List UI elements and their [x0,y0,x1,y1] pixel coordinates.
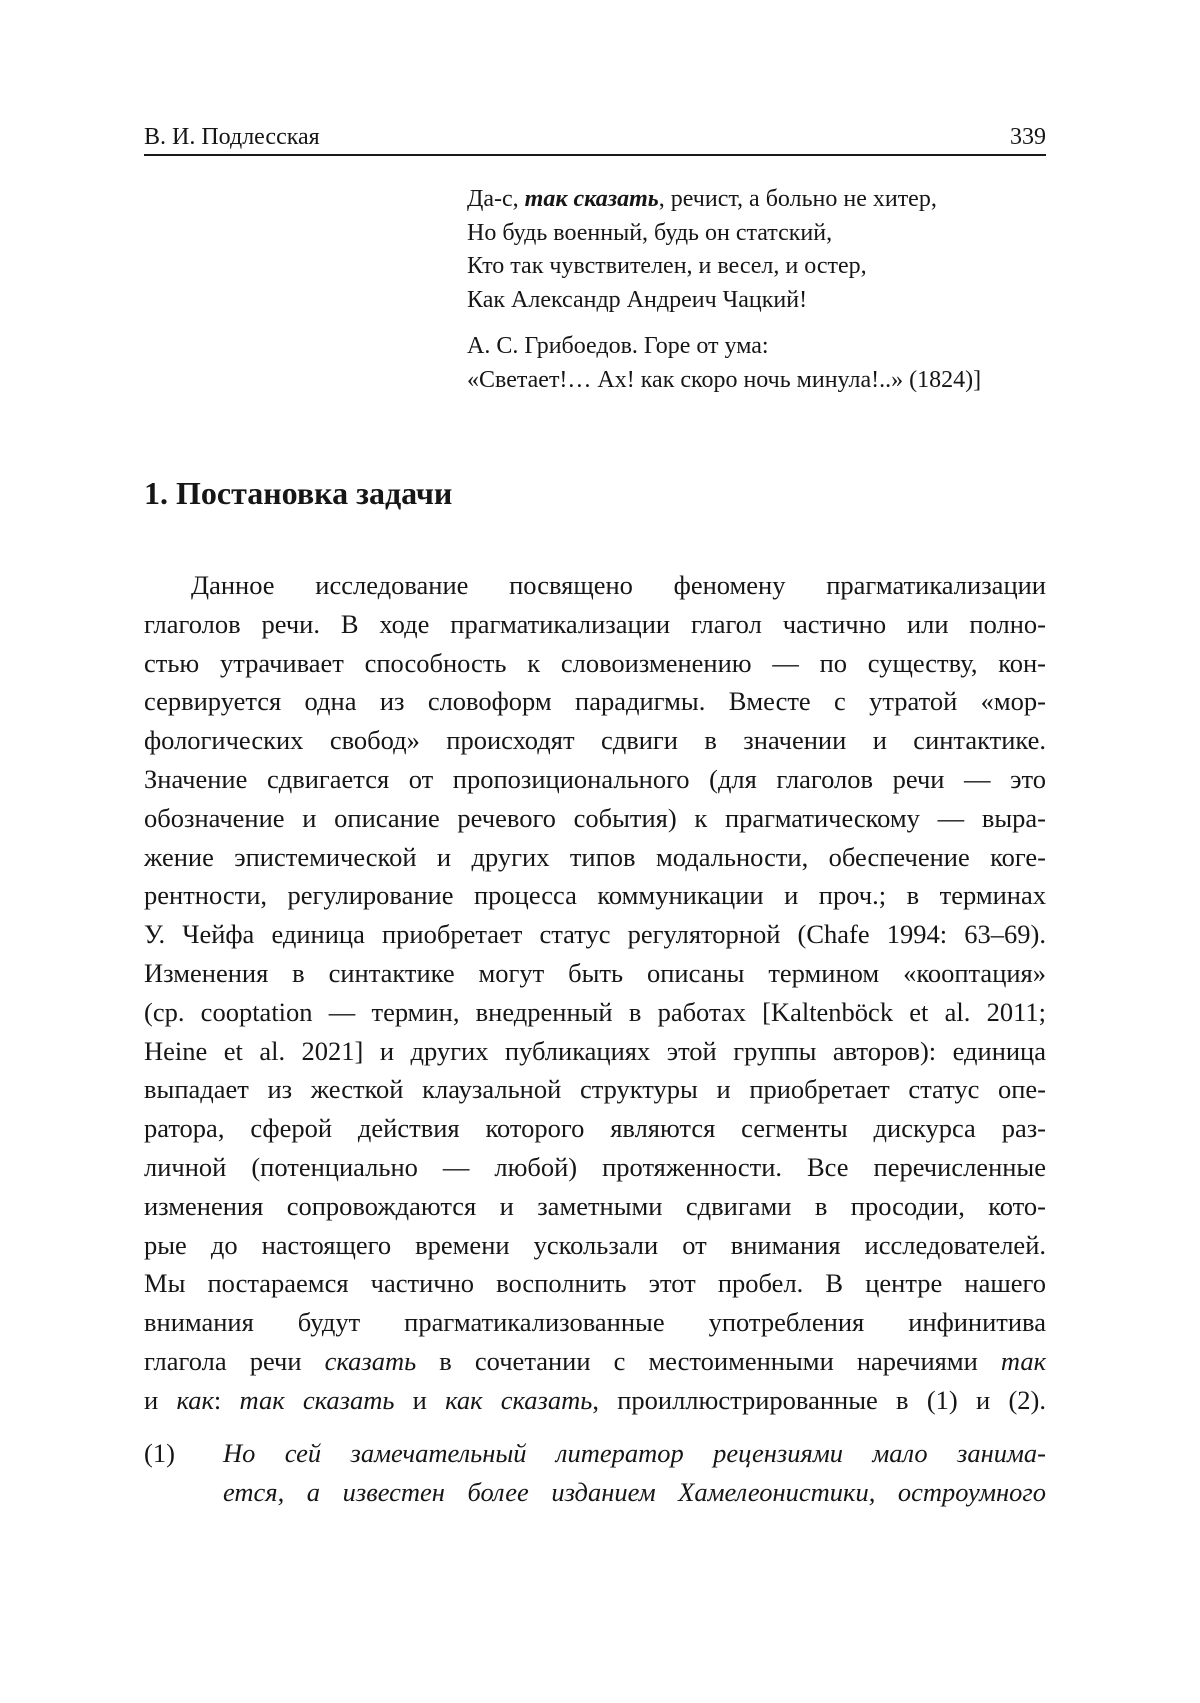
text-run: , проиллюстрированные в (1) и (2). [592,1384,1046,1415]
paragraph-line: стью утрачивает способность к словоизменению — по существу, кон- [144,647,1046,678]
paragraph-line [144,1342,1046,1381]
epigraph-line: Но будь военный, будь он статский, [467,219,833,246]
italic-term: так сказать [239,1384,395,1415]
epigraph-line: Как Александр Андреич Чацкий! [467,286,808,313]
epigraph [467,183,1067,397]
epigraph-source-line: А. С. Грибоедов. Горе от ума: [467,333,769,359]
paragraph-line: глаголов речи. В ходе прагматикализации глагол частично или полно- [144,608,1046,639]
example-text [223,1434,1046,1512]
paragraph-line: сервируется одна из словоформ парадигмы. Вместе с утратой «мор- [144,686,1046,717]
paragraph-line: личной (потенциально — любой) протяженности. Все перечисленные [144,1151,1046,1182]
paragraph-line [144,1381,1046,1420]
paragraph-line: (ср. cooptation — термин, внедренный в работах [Kaltenböck et al. 2011; [144,996,1046,1027]
text-run: и [144,1384,177,1415]
running-header [144,118,1046,156]
epigraph-source-line: «Светает!… Ах! как скоро ночь минула!..» (1824)] [467,367,982,393]
italic-term: сказать [324,1345,417,1376]
paragraph-line: Данное исследование посвящено феномену прагматикализации [191,570,1046,600]
epigraph-emphasis: так сказать [524,186,659,212]
paragraph-line: Heine et al. 2021] и других публикациях этой группы авторов): единица [144,1035,1046,1066]
paragraph-line: рентности, регулирование процесса коммуникации и проч.; в терминах [144,880,1046,911]
epigraph-source [467,329,1067,397]
epigraph-text: Да-с, [467,186,525,212]
paragraph-line: ратора, сферой действия которого являются сегменты дискурса раз- [144,1113,1046,1144]
paragraph-line: изменения сопровождаются и заметными сдвигами в просодии, кото- [144,1190,1046,1221]
italic-term: так [1000,1345,1046,1376]
paragraph-line: Мы постараемся частично восполнить этот пробел. В центре нашего [144,1268,1046,1299]
text-run: и [394,1384,446,1415]
example-number: (1) [144,1438,175,1468]
text-run: : [213,1384,240,1415]
epigraph-text: , речист, а больно не хитер, [658,186,937,212]
italic-term: как сказать [445,1384,593,1415]
epigraph-line: Кто так чувствителен, и весел, и остер, [467,253,867,279]
page-number: 339 [1010,124,1046,150]
paragraph-line: жение эпистемической и других типов модальности, обеспечение коге- [144,841,1046,872]
epigraph-line [467,183,1067,217]
body-paragraph [144,566,1046,1420]
italic-term: как [176,1384,214,1415]
paragraph-line: Значение сдвигается от пропозиционального (для глаголов речи — это [144,763,1046,794]
paragraph-line: выпадает из жесткой клаузальной структуры и приобретает статус опе- [144,1074,1046,1105]
paragraph-line: У. Чейфа единица приобретает статус регуляторной (Chafe 1994: 63–69). [144,919,1046,950]
section-title: 1. Постановка задачи [144,475,453,511]
example-line: ется, а известен более изданием Хамелеонистики, остроумного [223,1476,1046,1507]
header-author: В. И. Подлесская [144,124,320,150]
paragraph-line: внимания будут прагматикализованные употребления инфинитива [144,1307,1046,1338]
paragraph-line: обозначение и описание речевого события) к прагматическому — выра- [144,802,1046,833]
paragraph-line: фологических свобод» происходят сдвиги в значении и синтактике. [144,725,1046,756]
paragraph-line: Изменения в синтактике могут быть описаны термином «кооптация» [144,957,1046,988]
text-run: глагола речи [144,1345,325,1376]
text-run: в сочетании с местоименными наречиями [416,1345,1001,1376]
paragraph-line: рые до настоящего времени ускользали от внимания исследователей. [144,1229,1046,1260]
example-line: Но сей замечательный литератор рецензиями мало занима- [223,1438,1046,1468]
